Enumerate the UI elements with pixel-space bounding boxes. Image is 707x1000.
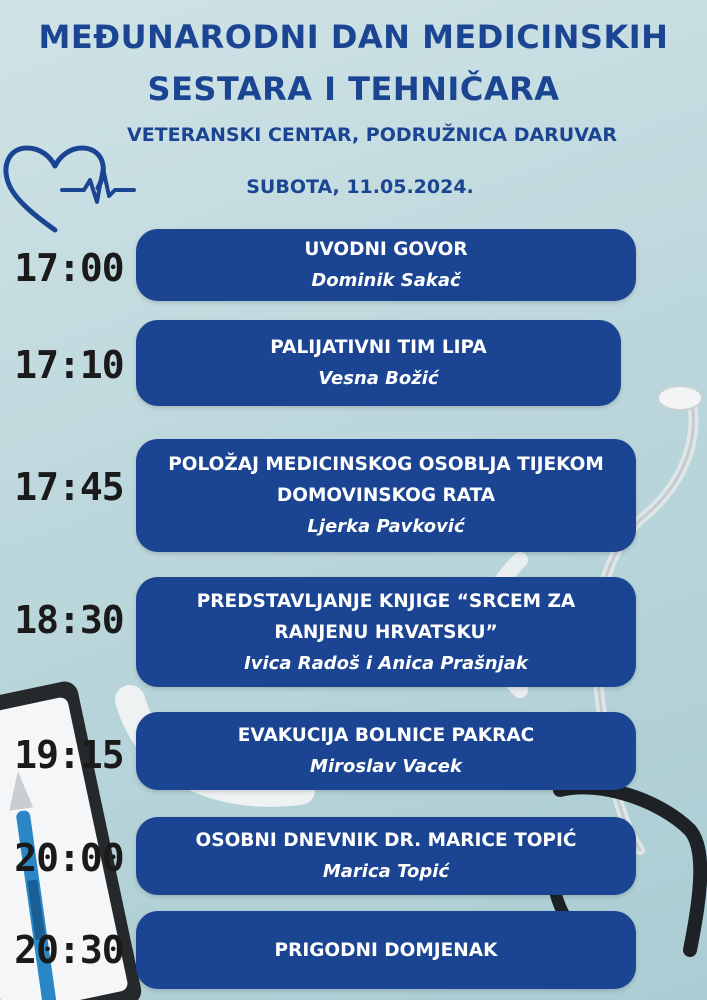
heartbeat-heart-icon	[0, 140, 150, 240]
schedule-item	[136, 320, 621, 406]
event-speaker: Ljerka Pavković	[307, 516, 465, 537]
event-title: OSOBNI DNEVNIK DR. MARICE TOPIĆ	[195, 830, 577, 851]
event-date: SUBOTA, 11.05.2024.	[246, 176, 474, 198]
event-speaker: Marica Topić	[322, 861, 450, 882]
event-title: PALIJATIVNI TIM LIPA	[270, 337, 487, 358]
event-title-line1: POLOŽAJ MEDICINSKOG OSOBLJA TIJEKOM	[168, 454, 604, 475]
schedule-item	[136, 712, 636, 790]
event-title: EVAKUCIJA BOLNICE PAKRAC	[237, 725, 535, 746]
venue-text: VETERANSKI CENTAR, PODRUŽNICA DARUVAR	[127, 124, 617, 146]
event-title-line2: DOMOVINSKOG RATA	[276, 485, 496, 506]
schedule-item	[136, 911, 636, 989]
time-1830: 18:30	[14, 598, 124, 642]
event-speaker: Vesna Božić	[318, 368, 439, 389]
event-title-line1: PREDSTAVLJANJE KNJIGE “SRCEM ZA	[196, 590, 576, 612]
event-speaker: Ivica Radoš i Anica Prašnjak	[244, 652, 528, 674]
page-title-line1: MEĐUNARODNI DAN MEDICINSKIH	[38, 18, 669, 56]
schedule-item	[136, 229, 636, 301]
event-title-line2: RANJENU HRVATSKU”	[274, 621, 498, 643]
event-title: PRIGODNI DOMJENAK	[274, 939, 498, 961]
time-1745: 17:45	[14, 465, 124, 509]
event-speaker: Dominik Sakač	[311, 270, 461, 291]
time-1915: 19:15	[14, 733, 124, 777]
event-speaker: Miroslav Vacek	[310, 756, 462, 777]
event-title: UVODNI GOVOR	[304, 239, 468, 260]
time-2000: 20:00	[14, 836, 124, 880]
schedule-item	[136, 817, 636, 895]
page-title-line2: SESTARA I TEHNIČARA	[147, 70, 560, 108]
schedule-item	[136, 577, 636, 687]
time-1710: 17:10	[14, 343, 124, 387]
time-1700: 17:00	[14, 246, 124, 290]
schedule-item	[136, 439, 636, 552]
time-2030: 20:30	[14, 928, 124, 972]
